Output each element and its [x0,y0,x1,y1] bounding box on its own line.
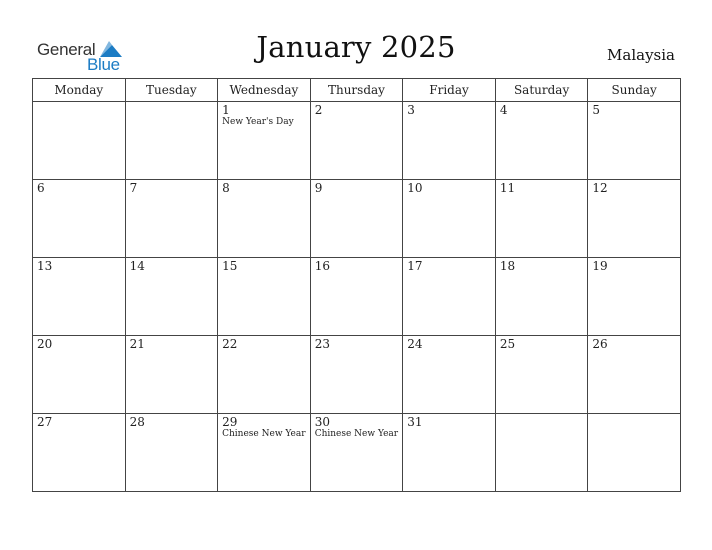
day-number: 20 [37,337,53,351]
day-number: 25 [499,337,516,351]
day-number: 15 [222,259,238,273]
day-number: 22 [222,337,238,351]
day-cell [125,102,218,180]
day-number [588,414,680,415]
day-cell [588,102,681,180]
logo-text-general: General [37,40,96,59]
day-number: 7 [129,181,138,195]
day-cell [495,102,588,180]
day-number: 16 [314,259,330,273]
day-cell [310,414,403,492]
day-number [126,102,218,103]
day-number: 21 [129,337,145,351]
day-number: 29 [222,415,238,429]
day-number: 27 [37,415,53,429]
day-cell [33,258,126,336]
day-cell [403,258,496,336]
weekday-thursday: Thursday [310,79,403,102]
day-number: 9 [314,181,323,195]
country-label: Malaysia [607,46,675,64]
day-number [33,102,125,103]
day-number: 8 [222,181,230,195]
day-number: 26 [592,337,608,351]
weekday-header [33,79,681,102]
day-cell [218,336,311,414]
day-number: 30 [314,415,330,429]
day-number: 6 [37,181,45,195]
day-number: 11 [499,181,516,195]
day-cell [588,180,681,258]
day-cell [588,336,681,414]
day-cell [125,414,218,492]
day-number: 17 [407,259,423,273]
week-row [33,258,681,336]
day-cell [588,258,681,336]
day-number: 31 [407,415,423,429]
day-cell [125,258,218,336]
day-cell [33,102,126,180]
day-cell [495,180,588,258]
day-number: 18 [499,259,516,273]
weekday-row [33,79,681,102]
day-cell [125,180,218,258]
day-number: 13 [37,259,53,273]
calendar-grid [32,78,681,492]
day-cell [125,336,218,414]
day-number: 1 [222,103,230,117]
day-cell [495,336,588,414]
logo-text-blue: Blue [87,55,120,74]
day-number: 4 [499,103,508,117]
day-cell [310,258,403,336]
day-cell [403,102,496,180]
weekday-tuesday: Tuesday [125,79,218,102]
week-row [33,102,681,180]
day-number: 23 [314,337,330,351]
weekday-wednesday: Wednesday [218,79,311,102]
day-cell [310,102,403,180]
day-cell [495,258,588,336]
day-cell [218,258,311,336]
day-cell [33,180,126,258]
page-title: January 2025 [256,30,456,64]
day-number [496,414,588,415]
day-cell [33,414,126,492]
week-row [33,180,681,258]
weekday-friday: Friday [403,79,496,102]
calendar-body [33,102,681,492]
day-number: 14 [129,259,145,273]
day-cell [218,414,311,492]
day-cell [403,336,496,414]
week-row [33,414,681,492]
day-cell [33,336,126,414]
day-number: 12 [592,181,608,195]
day-number: 10 [407,181,423,195]
day-number: 24 [407,337,423,351]
day-number: 5 [592,103,601,117]
week-row [33,336,681,414]
holiday-label: Chinese New Year [314,429,399,439]
day-number: 3 [407,103,415,117]
day-number: 28 [129,415,145,429]
day-number: 19 [592,259,608,273]
day-number: 2 [314,103,323,117]
weekday-saturday: Saturday [495,79,588,102]
weekday-monday: Monday [33,79,126,102]
day-cell [403,414,496,492]
weekday-sunday: Sunday [588,79,681,102]
day-cell [218,102,311,180]
holiday-label: Chinese New Year [222,429,306,439]
holiday-label: New Year's Day [222,117,294,127]
day-cell [218,180,311,258]
day-cell [310,180,403,258]
day-cell [310,336,403,414]
day-cell [403,180,496,258]
day-cell [588,414,681,492]
day-cell [495,414,588,492]
